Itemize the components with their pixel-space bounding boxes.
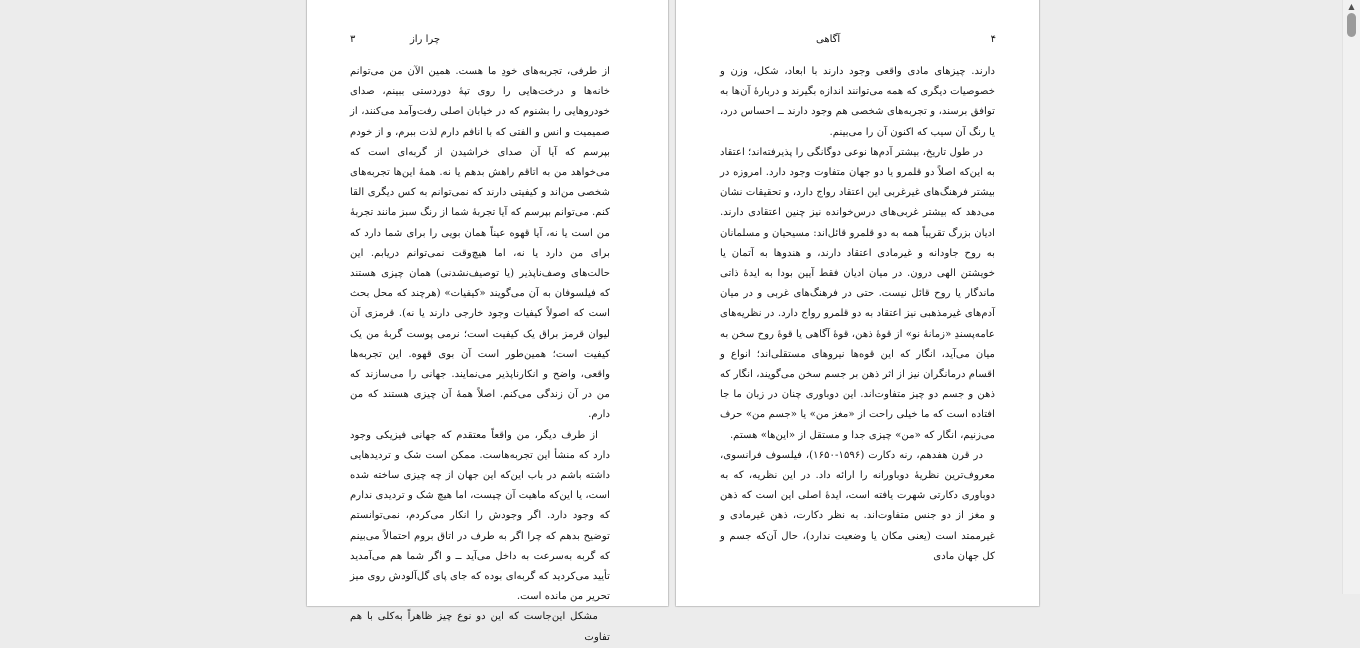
page-number: ۳ bbox=[350, 34, 356, 45]
paragraph: در طول تاریخ، بیشتر آدم‌ها نوعی دوگانگی را پذیرفته‌اند؛ اعتقاد به این‌که اصلاً دو قلمرو یا دو جهان متفاوت وجود دارد. امروزه در بیشتر فرهنگ‌های غیرغربی این اعتقاد رواج دارد، و تحقیقات نشان می‌دهد که بیشتر غربی‌های درس‌خوانده نیز چنین اعتقادی دارند. ادیان بزرگ تقریباً همه به دو قلمرو قائل‌اند: مسیحیان و مسلمانان به روح جاودانه و غیرمادی اعتقاد دارند، و هندوها به آتمان یا خویشتن الهی درون. در میان ادیان فقط آیین بودا به ایدهٔ ذاتی ماندگار یا روح قائل نیست. حتی در فرهنگ‌های غربی و در میان آدم‌های غیرمذهبی نیز اعتقاد به دو قلمرو رواج دارد. در نظریه‌های عامه‌پسندِ «زمانهٔ نو» از قوهٔ ذهن، قوهٔ آگاهی یا قوهٔ روح سخن به میان می‌آید، انگار که این قوه‌ها نیروهای مستقلی‌اند؛ انواع و اقسام درمانگران نیز از اثر ذهن بر جسم سخن می‌گویند، انگار که ذهن و جسم دو چیز متفاوت‌اند. این دوباوری چنان در زبان ما جا افتاده است که ما خیلی راحت از «مغز من» یا «جسم من» حرف می‌زنیم، انگار که «من» چیزی جدا و مستقل از «این‌ها» هستم. bbox=[720, 146, 995, 441]
paragraph: دارند. چیزهای مادی واقعی وجود دارند با ابعاد، شکل، وزن و خصوصیات دیگری که همه می‌توانند اندازه بگیرند و دربارهٔ آن‌ها به توافق برسند، و تجربه‌های شخصی هم وجود دارند ــ احساس درد، یا رنگ آن سیب که اکنون آن را می‌بینم. bbox=[720, 66, 995, 138]
page-body bbox=[720, 62, 995, 567]
paragraph: از طرف دیگر، من واقعاً معتقدم که جهانی فیزیکی وجود دارد که منشأ این تجربه‌هاست. ممکن است شک و تردیدهایی داشته باشم در باب این‌که این جهان از چه چیزی ساخته شده است، یا این‌که ماهیت آن چیست، اما هیچ شک و تردیدی ندارم که وجود دارد. اگر وجودش را انکار می‌کردم، نمی‌توانستم توضیح بدهم که چرا اگر به طرف در اتاق بروم احتمالاً می‌بینم که گربه به‌سرعت به داخل می‌آید ــ و اگر شما هم می‌آمدید تأیید می‌کردید که گربه‌ای بوده که جای پای گل‌آلودش روی میز تحریر من مانده است. bbox=[350, 429, 610, 603]
page-3 bbox=[307, 0, 668, 643]
page-number: ۴ bbox=[990, 34, 996, 45]
paragraph: از طرفی، تجربه‌های خودِ ما هست. همین الآن من می‌توانم خانه‌ها و درخت‌هایی را روی تپهٔ دوردستی ببینم، صدای خودروهایی را بشنوم که در خیابان اصلی رفت‌وآمد می‌کنند، از صمیمیت و انس و الفتی که با انافم دارم لذت ببرم، و از خودم بپرسم که آیا آن صدای خراشیدن از گربه‌ای است که می‌خواهد من به اتاقم راهش بدهم یا نه. همهٔ این‌ها تجربه‌های شخصی من‌اند و کیفیتی دارند که نمی‌توانم به کس دیگری القا کنم. می‌توانم بپرسم که آیا تجربهٔ شما از رنگ سبز مانند تجربهٔ من است یا نه، آیا قهوه عیناً همان بویی را برای شما دارد که برای من دارد یا نه، اما هیچ‌وقت نمی‌توانم دریابم. این حالت‌های وصف‌ناپذیر (یا توصیف‌نشدنی) همان چیزی هستند که فیلسوفان به آن می‌گویند «کیفیات» (هرچند که محل بحث است که اصولاً کیفیات وجود خارجی دارند یا نه). قرمزی آن لیوان قرمز براق یک کیفیت است؛ نرمی پوست گربهٔ من یک کیفیت است؛ همین‌طور است آن بوی قهوه. این تجربه‌ها واقعی، واضح و انکارناپذیر می‌نمایند. جهانی را می‌سازند که من در آن زندگی می‌کنم. اصلاً همهٔ آن چیزی هستند که من دارم. bbox=[350, 66, 610, 421]
page-4 bbox=[676, 0, 1039, 606]
running-title: آگاهی bbox=[816, 34, 841, 45]
scrollbar-thumb[interactable] bbox=[1347, 13, 1356, 37]
page-header bbox=[350, 34, 500, 50]
running-title: چرا راز bbox=[409, 34, 441, 45]
paragraph: در قرن هفدهم، رنه دکارت (۱۵۹۶-۱۶۵۰)، فیلسوف فرانسوی، معروف‌ترین نظریهٔ دوباورانه را ارائه داد. در این نظریه، که به دوباوری دکارتی شهرت یافته است، ایدهٔ اصلی این است که ذهن و مغز از دو جنس متفاوت‌اند. به نظر دکارت، ذهن غیرمادی و غیرممتد است (یعنی مکان یا وضعیت ندارد)، حال آن‌که جسم و کل جهان مادی bbox=[720, 449, 995, 562]
vertical-scrollbar[interactable] bbox=[1342, 0, 1360, 594]
paragraph: مشکل این‌جاست که این دو نوع چیز ظاهراً به‌کلی با هم تفاوت bbox=[350, 611, 610, 643]
page-body bbox=[350, 62, 610, 648]
scroll-up-arrow-icon[interactable]: ▲ bbox=[1348, 2, 1355, 11]
page-header bbox=[816, 34, 996, 50]
